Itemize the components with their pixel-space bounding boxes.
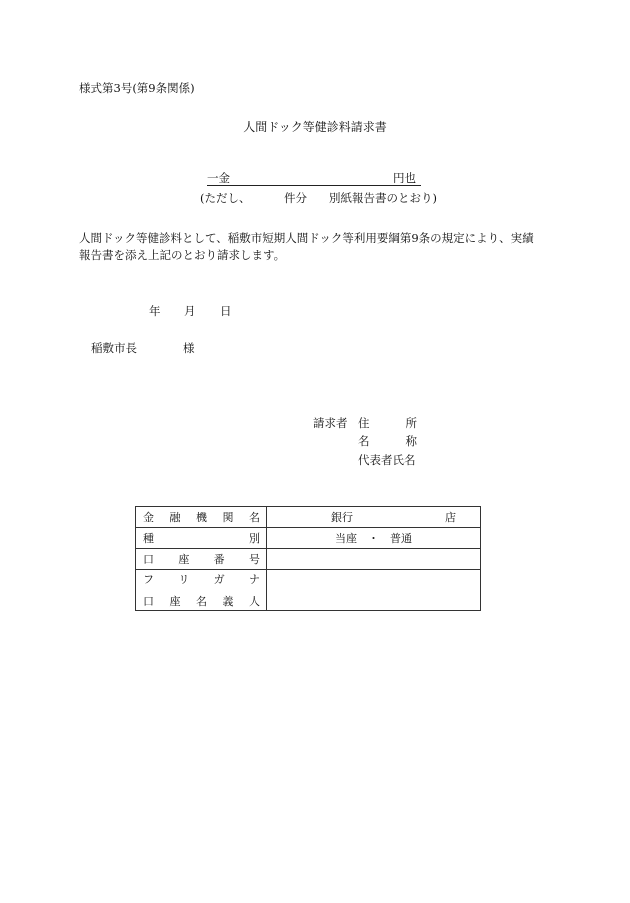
account-holder-label: 口 座 名 義 人 (143, 595, 260, 608)
addressee-name: 稲敷市長 (91, 341, 137, 355)
table-row-institution (136, 507, 481, 528)
bank-word: 銀行 (331, 511, 353, 524)
branch-word: 店 (445, 511, 456, 524)
requester-representative-label: 代表者氏名 (358, 453, 416, 467)
form-number: 様式第3号(第9条関係) (79, 81, 195, 95)
holder-label (136, 570, 267, 611)
institution-label: 金 融 機 関 名 (136, 507, 267, 528)
account-type-field[interactable]: 当座 ・ 普通 (267, 528, 481, 549)
note-reference: 別紙報告書のとおり) (329, 191, 437, 205)
amount-underline (207, 185, 421, 186)
date-day-label: 日 (220, 304, 232, 318)
addressee-honorific: 様 (183, 341, 195, 355)
date-year-label: 年 (149, 304, 161, 318)
account-number-label: 口 座 番 号 (136, 549, 267, 570)
account-holder-field[interactable] (267, 570, 481, 611)
table-row-type (136, 528, 481, 549)
table-row-account-number (136, 549, 481, 570)
bank-account-table (135, 506, 481, 611)
note-open: (ただし、 (200, 191, 251, 205)
table-row-holder (136, 570, 481, 611)
account-number-field[interactable] (267, 549, 481, 570)
requester-name-label: 名 称 (358, 434, 417, 448)
requester-label: 請求者 (313, 416, 348, 430)
date-month-label: 月 (184, 304, 196, 318)
document-title: 人間ドック等健診料請求書 (243, 120, 387, 134)
requester-address-label: 住 所 (358, 416, 417, 430)
amount-prefix: 一金 (207, 171, 230, 185)
amount-suffix: 円也 (393, 171, 416, 185)
furigana-label: フ リ ガ ナ (143, 573, 260, 586)
type-label: 種 別 (136, 528, 267, 549)
body-text-line-2: 報告書を添え上記のとおり請求します。 (79, 248, 286, 262)
body-text-line-1: 人間ドック等健診料として、稲敷市短期人間ドック等利用要綱第9条の規定により、実績 (79, 231, 534, 245)
note-count-label: 件分 (284, 191, 307, 205)
institution-field[interactable] (267, 507, 481, 528)
